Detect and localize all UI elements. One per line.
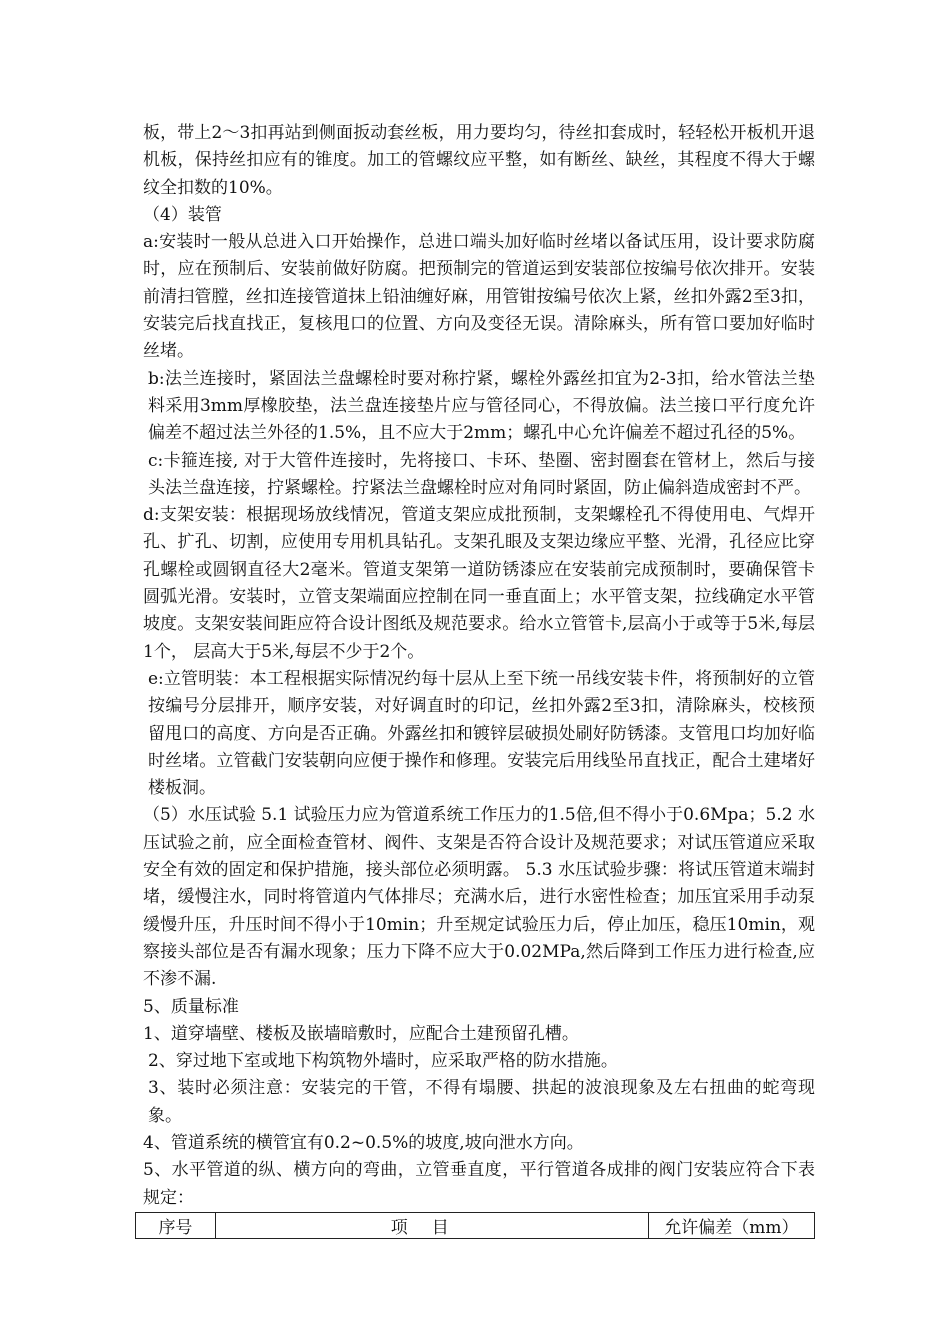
paragraph-pressure-test: （5）水压试验 5.1 试验压力应为管道系统工作压力的1.5倍,但不得小于0.6Mpa；5.2 水压试验之前，应全面检查管材、阀件、支架是否符合设计及规范要求；对试压管道应采取安全有效的固定和保护措施，接头部位必须明露。 5.3 水压试验步骤：将试压管道末端封堵，缓慢注水，同时将管道内气体排尽；充满水后，进行水密性检查；加压宜采用手动泵缓慢升压，升压时间不得小于10min；升至规定试验压力后，停止加压，稳压10min，观察接头部位是否有漏水现象；压力下降不应大于0.02MPa,然后降到工作压力进行检查,应不渗不漏. [143, 805, 815, 990]
paragraph-e-riser: e:立管明装：本工程根据实际情况约每十层从上至下统一吊线安装卡件，将预制好的立管按编号分层排开，顺序安装，对好调直时的印记，丝扣外露2至3扣，清除麻头，校核预留甩口的高度、方向是否正确。外露丝扣和镀锌层破损处刷好防锈漆。支管甩口均加好临时丝堵。立管截门安装朝向应便于操作和修理。安装完后用线坠吊直找正，配合土建堵好楼板洞。 [148, 668, 815, 799]
paragraph-thread-processing: 板，带上2～3扣再站到侧面扳动套丝板，用力要均匀，待丝扣套成时，轻轻松开板机开退机板，保持丝扣应有的锥度。加工的管螺纹应平整，如有断丝、缺丝，其程度不得大于螺纹全扣数的10%。 [143, 123, 815, 198]
list-item-4: 4、管道系统的横管宜有0.2~0.5%的坡度,坡向泄水方向。 [143, 1132, 584, 1153]
header-item: 项目 [215, 1212, 648, 1238]
list-item-5: 5、水平管道的纵、横方向的弯曲，立管垂直度，平行管道各成排的阀门安装应符合下表规定： [143, 1160, 815, 1208]
list-item-1: 1、道穿墙壁、楼板及嵌墙暗敷时，应配合土建预留孔槽。 [143, 1023, 579, 1044]
paragraph-a-installation: a:安装时一般从总进入口开始操作，总进口端头加好临时丝堵以备试压用，设计要求防腐时，应在预制后、安装前做好防腐。把预制完的管道运到安装部位按编号依次排开。安装前清扫管膛，丝扣连接管道抹上铅油缠好麻，用管钳按编号依次上紧，丝扣外露2至3扣，安装完后找直找正，复核甩口的位置、方向及变径无误。清除麻头，所有管口要加好临时丝堵。 [143, 232, 815, 362]
table-header-row [136, 1212, 815, 1238]
list-item-2: 2、穿过地下室或地下构筑物外墙时，应采取严格的防水措施。 [148, 1051, 618, 1072]
paragraph-c-clamp: c:卡箍连接, 对于大管件连接时，先将接口、卡环、垫圈、密封圈套在管材上，然后与接头法兰盘连接，拧紧螺栓。拧紧法兰盘螺栓时应对角同时紧固，防止偏斜造成密封不严。 [148, 450, 815, 498]
header-tolerance: 允许偏差（mm） [648, 1212, 814, 1238]
header-serial-no: 序号 [136, 1212, 216, 1238]
tolerance-table [135, 1212, 815, 1239]
paragraph-b-flange: b:法兰连接时，紧固法兰盘螺栓时要对称拧紧，螺栓外露丝扣宜为2-3扣，给水管法兰垫料采用3mm厚橡胶垫，法兰盘连接垫片应与管径同心，不得放偏。法兰接口平行度允许偏差不超过法兰外径的1.5%，且不应大于2mm；螺孔中心允许偏差不超过孔径的5%。 [148, 368, 815, 444]
paragraph-d-support: d:支架安装：根据现场放线情况，管道支架应成批预制，支架螺栓孔不得使用电、气焊开孔、扩孔、切割，应使用专用机具钻孔。支架孔眼及支架边缘应平整、光滑，孔径应比穿孔螺栓或圆钢直径大2毫米。管道支架第一道防锈漆应在安装前完成预制时，要确保管卡圆弧光滑。安装时，立管支架端面应控制在同一垂直面上；水平管支架，拉线确定水平管坡度。支架安装间距应符合设计图纸及规范要求。给水立管管卡,层高小于或等于5米,每层1个， 层高大于5米,每层不少于2个。 [143, 505, 815, 662]
heading-pipe-installation: （4）装管 [143, 204, 222, 225]
list-item-3: 3、装时必须注意：安装完的干管，不得有塌腰、拱起的波浪现象及左右扭曲的蛇弯现象。 [148, 1078, 815, 1126]
document-page [143, 120, 815, 1239]
heading-quality-standard: 5、质量标准 [143, 996, 239, 1017]
